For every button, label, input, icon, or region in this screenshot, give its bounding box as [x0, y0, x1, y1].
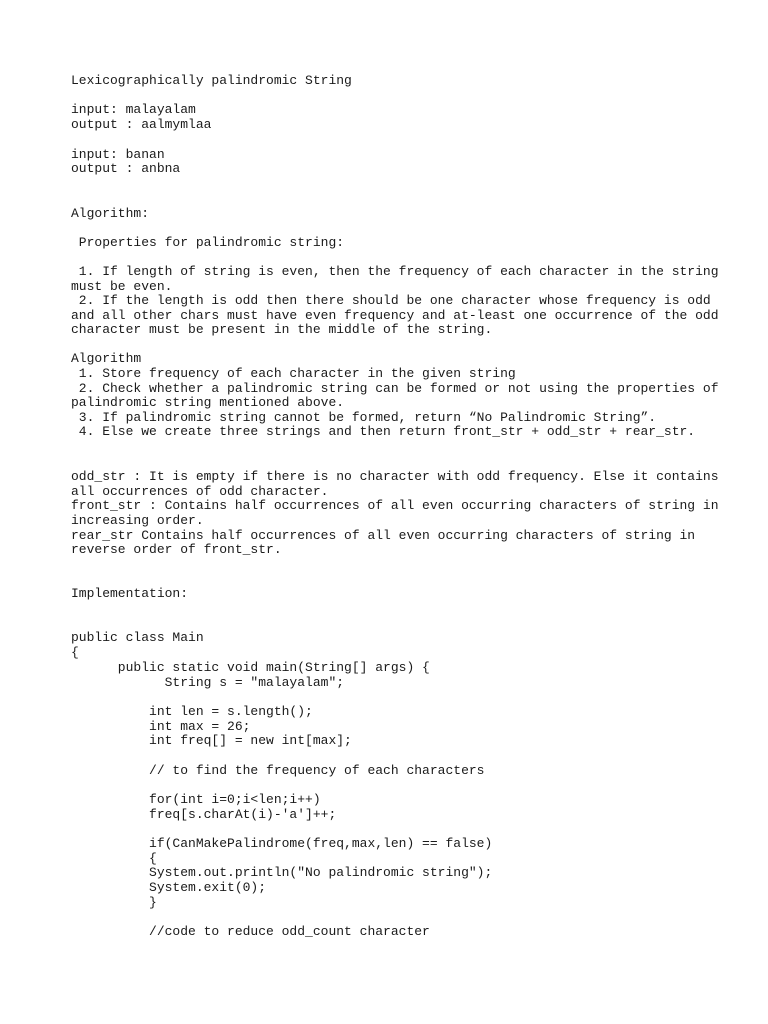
algorithm-heading: Algorithm:: [71, 206, 150, 221]
code-line: {: [71, 645, 79, 660]
definition-line: all occurrences of odd character.: [71, 484, 329, 499]
property-line: must be even.: [71, 279, 173, 294]
code-line: }: [71, 895, 157, 910]
code-line: {: [71, 851, 157, 866]
properties-heading: Properties for palindromic string:: [71, 235, 345, 250]
code-line: public static void main(String[] args) {: [71, 660, 430, 675]
code-line: String s = "malayalam";: [71, 675, 345, 690]
algorithm-step: palindromic string mentioned above.: [71, 395, 345, 410]
code-line: int max = 26;: [71, 719, 251, 734]
code-line: System.out.println("No palindromic string");: [71, 865, 493, 880]
example-input: input: banan: [71, 147, 165, 162]
definition-line: rear_str Contains half occurrences of all even occurring characters of string in: [71, 528, 696, 543]
code-line: //code to reduce odd_count character: [71, 924, 430, 939]
definition-line: odd_str : It is empty if there is no character with odd frequency. Else it contains: [71, 469, 719, 484]
algorithm-step: 2. Check whether a palindromic string can be formed or not using the properties of: [71, 381, 719, 396]
algorithm-step: 4. Else we create three strings and then return front_str + odd_str + rear_str.: [71, 424, 696, 439]
definition-line: front_str : Contains half occurrences of all even occurring characters of string in: [71, 498, 719, 513]
code-line: if(CanMakePalindrome(freq,max,len) == false): [71, 836, 493, 851]
code-line: System.exit(0);: [71, 880, 267, 895]
code-line: public class Main: [71, 630, 204, 645]
algorithm-step: 3. If palindromic string cannot be formed, return “No Palindromic String”.: [71, 410, 657, 425]
document-title: Lexicographically palindromic String: [71, 73, 352, 88]
code-line: // to find the frequency of each characters: [71, 763, 485, 778]
algorithm-step: 1. Store frequency of each character in the given string: [71, 366, 516, 381]
example-output: output : aalmymlaa: [71, 117, 212, 132]
definition-line: increasing order.: [71, 513, 204, 528]
code-line: int freq[] = new int[max];: [71, 733, 352, 748]
example-input: input: malayalam: [71, 102, 196, 117]
property-line: and all other chars must have even frequency and at-least one occurrence of the odd: [71, 308, 719, 323]
code-line: for(int i=0;i<len;i++): [71, 792, 321, 807]
algorithm-steps-heading: Algorithm: [71, 351, 142, 366]
property-line: 2. If the length is odd then there should be one character whose frequency is odd: [71, 293, 711, 308]
example-output: output : anbna: [71, 161, 181, 176]
code-line: freq[s.charAt(i)-'a']++;: [71, 807, 337, 822]
code-line: int len = s.length();: [71, 704, 313, 719]
implementation-heading: Implementation:: [71, 586, 189, 601]
property-line: 1. If length of string is even, then the frequency of each character in the string: [71, 264, 719, 279]
property-line: character must be present in the middle of the string.: [71, 322, 493, 337]
definition-line: reverse order of front_str.: [71, 542, 282, 557]
